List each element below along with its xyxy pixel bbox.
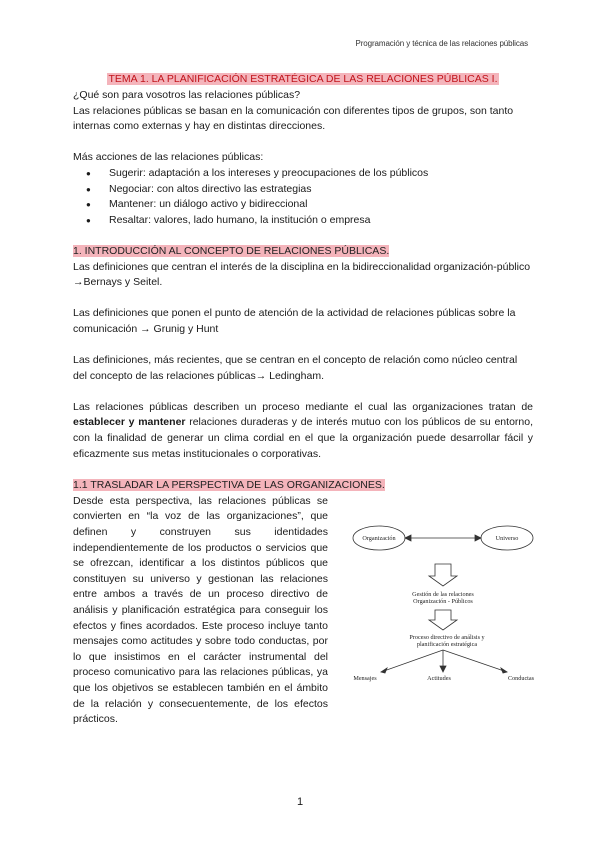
intro-answer: Las relaciones públicas se basan en la comunicación con diferentes tipos de grupos, son tanto internas como externas y hay en distintas direcciones. — [73, 104, 514, 133]
section-heading-1-text: 1. INTRODUCCIÓN AL CONCEPTO DE RELACIONES PÚBLICAS. — [73, 244, 390, 257]
paragraph-grunig: Las definiciones que ponen el punto de atención de la actividad de relaciones públicas sobre la comunicación → Grunig y Hunt — [73, 307, 516, 335]
list-item: ● Sugerir: adaptación a los intereses y preocupaciones de los públicos — [73, 166, 533, 182]
label-universo: Universo — [495, 534, 519, 542]
bold-establecer: establecer — [73, 416, 125, 429]
paragraph-bernays: Las definiciones que centran el interés de la disciplina en la bidireccionalidad organización-público →Bernays y Seitel. — [73, 260, 531, 289]
arrowhead-conductas — [501, 668, 507, 673]
label-actitudes: Actitudes — [427, 674, 451, 682]
relations-diagram-svg — [351, 522, 541, 682]
label-gestion-1: Gestión de las relaciones — [412, 590, 474, 598]
branch-mensajes — [381, 650, 443, 672]
page-number: 1 — [296, 796, 304, 808]
paragraph-definition-b: relaciones duraderas y de interés mutuo con los públicos de su entorno, con la finalidad de generar un clima cordial en el que la organización puede desarrollar fácil y eficazmente sus metas institucionales o corporativas. — [73, 416, 533, 460]
list-item: ● Mantener: un diálogo activo y bidireccional — [73, 197, 533, 213]
paragraph-ledingham: Las definiciones, más recientes, que se centran en el concepto de relación como núcleo central del concepto de las relaciones públicas→ Ledingham. — [73, 354, 518, 382]
actions-list — [73, 166, 533, 228]
arrowhead-actitudes — [440, 666, 446, 672]
right-arrowhead — [475, 535, 481, 541]
arrowhead-mensajes — [381, 668, 387, 673]
list-item: ● Negociar: con altos directivo las estrategias — [73, 182, 533, 198]
running-header: Programación y técnica de las relaciones públicas — [355, 39, 528, 48]
intro-question: ¿Qué son para vosotros las relaciones públicas? — [73, 89, 301, 101]
relations-diagram — [351, 522, 541, 682]
page-title-text: TEMA 1. LA PLANIFICACIÓN ESTRATÉGICA DE LAS RELACIONES PÚBLICAS I. — [108, 73, 498, 85]
section-heading-1 — [73, 244, 533, 260]
paragraph-definition-a: Las relaciones públicas describen un proceso mediante el cual las organizaciones tratan de — [73, 400, 533, 413]
list-item: ● Resaltar: valores, lado humano, la institución o empresa — [73, 213, 533, 229]
left-arrowhead — [405, 535, 411, 541]
actions-heading: Más acciones de las relaciones públicas: — [73, 151, 264, 164]
label-mensajes: Mensajes — [353, 674, 377, 682]
section-heading-1-1-text: 1.1 TRASLADAR LA PERSPECTIVA DE LAS ORGANIZACIONES. — [73, 479, 385, 492]
label-conductas: Conductas — [507, 674, 535, 682]
paragraph-definition — [73, 400, 533, 462]
label-proceso-2: planificación estratégica — [416, 640, 478, 648]
page-title — [73, 72, 533, 88]
paragraph-perspective: Desde esta perspectiva, las relaciones públicas se convierten en “la voz de las organizaciones”, que definen y construyen sus identidades independientemente de los productos o servicios que se ofrezcan, identificar a los distintos públicos que constituyen su universo y gestionan las relaciones entre ambos a través de un proceso directivo de análisis y planificación estratégica para conseguir los efectos y fines acordados. Este proceso incluye tanto mensajes como actitudes y sobre todo conductas, por lo que insistimos en el carácter instrumental del proceso comunicativo para las relaciones públicas, ya que los objetivos se establecen también en el ámbito de la relación y consecuentemente, de los efectos prácticos. — [73, 494, 328, 726]
label-organizacion: Organización — [362, 534, 396, 542]
down-arrow-2 — [429, 610, 457, 630]
label-gestion-2: Organización - Públicos — [413, 597, 473, 605]
document-body — [73, 72, 535, 726]
down-arrow-1 — [429, 564, 457, 586]
section-heading-1-1 — [73, 478, 533, 494]
bold-mantener: y mantener — [128, 416, 186, 429]
section-1-1-body — [73, 494, 535, 726]
branch-conductas — [443, 650, 507, 672]
label-proceso-1: Proceso directivo de análisis y — [409, 633, 485, 641]
